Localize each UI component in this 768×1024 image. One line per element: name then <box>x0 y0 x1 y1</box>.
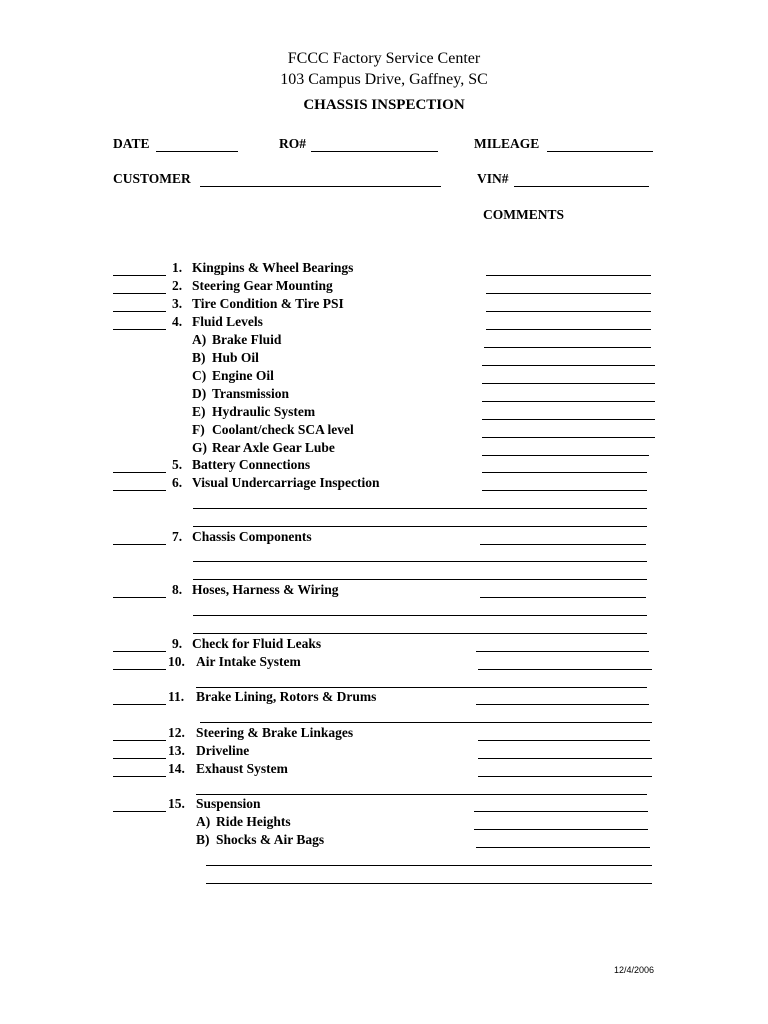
item-label: Steering & Brake Linkages <box>196 725 354 740</box>
subitem-label: Rear Axle Gear Lube <box>212 440 335 455</box>
item-label: Check for Fluid Leaks <box>192 636 322 651</box>
item-label: Chassis Components <box>192 529 312 544</box>
subitem-letter: B) <box>196 832 210 847</box>
check-blank[interactable] <box>113 597 166 598</box>
comment-line[interactable] <box>486 293 651 294</box>
item-number: 8. <box>172 582 183 597</box>
subitem-label: Hub Oil <box>212 350 259 365</box>
check-blank[interactable] <box>113 329 166 330</box>
comment-line[interactable] <box>478 776 652 777</box>
comment-line[interactable] <box>476 847 650 848</box>
comment-line[interactable] <box>474 811 648 812</box>
comment-line[interactable] <box>482 419 655 420</box>
comment-line[interactable] <box>486 329 651 330</box>
subitem-letter: B) <box>192 350 206 365</box>
item-label: Air Intake System <box>196 654 301 669</box>
item-label: Visual Undercarriage Inspection <box>192 475 380 490</box>
check-blank[interactable] <box>113 776 166 777</box>
item-number: 4. <box>172 314 183 329</box>
customer-field[interactable] <box>200 186 441 187</box>
item-label: Steering Gear Mounting <box>192 278 333 293</box>
comment-line[interactable] <box>484 347 651 348</box>
subitem-letter: E) <box>192 404 206 419</box>
subitem-letter: A) <box>196 814 211 829</box>
comment-line[interactable] <box>478 758 652 759</box>
comment-line[interactable] <box>193 508 647 509</box>
comment-line[interactable] <box>486 275 651 276</box>
subitem-label: Hydraulic System <box>212 404 316 419</box>
item-number: 3. <box>172 296 183 311</box>
check-blank[interactable] <box>113 811 166 812</box>
item-number: 13. <box>168 743 185 758</box>
subitem-letter: A) <box>192 332 207 347</box>
customer-label: CUSTOMER <box>113 171 191 186</box>
comments-label: COMMENTS <box>483 207 564 222</box>
check-blank[interactable] <box>113 490 166 491</box>
comment-line[interactable] <box>206 865 652 866</box>
subitem-label: Shocks & Air Bags <box>216 832 325 847</box>
subitem-letter: G) <box>192 440 207 455</box>
comment-line[interactable] <box>478 669 652 670</box>
item-number: 6. <box>172 475 183 490</box>
ro-field[interactable] <box>311 151 438 152</box>
comment-line[interactable] <box>193 526 647 527</box>
comment-line[interactable] <box>193 615 647 616</box>
comment-line[interactable] <box>206 883 652 884</box>
item-label: Exhaust System <box>196 761 288 776</box>
vin-label: VIN# <box>477 171 509 186</box>
comment-line[interactable] <box>196 794 647 795</box>
date-field[interactable] <box>156 151 238 152</box>
subitem-label: Coolant/check SCA level <box>212 422 354 437</box>
comment-line[interactable] <box>196 687 647 688</box>
item-label: Suspension <box>196 796 261 811</box>
item-number: 5. <box>172 457 183 472</box>
comment-line[interactable] <box>480 597 646 598</box>
item-label: Hoses, Harness & Wiring <box>192 582 339 597</box>
comment-line[interactable] <box>482 365 655 366</box>
comment-line[interactable] <box>482 401 655 402</box>
comment-line[interactable] <box>200 722 652 723</box>
comment-line[interactable] <box>478 740 650 741</box>
comment-line[interactable] <box>486 311 651 312</box>
check-blank[interactable] <box>113 758 166 759</box>
vin-field[interactable] <box>514 186 649 187</box>
check-blank[interactable] <box>113 293 166 294</box>
item-number: 1. <box>172 260 183 275</box>
item-label: Tire Condition & Tire PSI <box>192 296 344 311</box>
item-number: 10. <box>168 654 185 669</box>
item-number: 7. <box>172 529 183 544</box>
comment-line[interactable] <box>482 472 647 473</box>
check-blank[interactable] <box>113 544 166 545</box>
item-label: Driveline <box>196 743 250 758</box>
comment-line[interactable] <box>482 383 655 384</box>
comment-line[interactable] <box>476 704 649 705</box>
subitem-label: Engine Oil <box>212 368 274 383</box>
comment-line[interactable] <box>476 651 649 652</box>
subitem-label: Transmission <box>212 386 290 401</box>
item-label: Battery Connections <box>192 457 311 472</box>
check-blank[interactable] <box>113 651 166 652</box>
item-label: Fluid Levels <box>192 314 263 329</box>
subitem-label: Ride Heights <box>216 814 291 829</box>
check-blank[interactable] <box>113 311 166 312</box>
subitem-letter: F) <box>192 422 205 437</box>
subitem-letter: C) <box>192 368 207 383</box>
check-blank[interactable] <box>113 740 166 741</box>
comment-line[interactable] <box>482 490 647 491</box>
item-number: 9. <box>172 636 183 651</box>
company-name: FCCC Factory Service Center <box>287 50 481 67</box>
check-blank[interactable] <box>113 704 166 705</box>
check-blank[interactable] <box>113 669 166 670</box>
ro-label: RO# <box>279 136 306 151</box>
item-number: 2. <box>172 278 183 293</box>
comment-line[interactable] <box>482 455 649 456</box>
comment-line[interactable] <box>193 633 647 634</box>
item-number: 14. <box>168 761 185 776</box>
comment-line[interactable] <box>193 579 647 580</box>
form-title: CHASSIS INSPECTION <box>303 97 465 113</box>
subitem-letter: D) <box>192 386 207 401</box>
comment-line[interactable] <box>482 437 655 438</box>
item-label: Brake Lining, Rotors & Drums <box>196 689 377 704</box>
company-address: 103 Campus Drive, Gaffney, SC <box>280 71 488 88</box>
comment-line[interactable] <box>474 829 648 830</box>
subitem-label: Brake Fluid <box>212 332 282 347</box>
comment-line[interactable] <box>480 544 646 545</box>
item-number: 11. <box>168 689 185 704</box>
item-number: 15. <box>168 796 185 811</box>
date-label: DATE <box>113 136 150 151</box>
comment-line[interactable] <box>193 561 647 562</box>
item-label: Kingpins & Wheel Bearings <box>192 260 354 275</box>
footer-date: 12/4/2006 <box>614 965 655 975</box>
check-blank[interactable] <box>113 472 166 473</box>
check-blank[interactable] <box>113 275 166 276</box>
mileage-field[interactable] <box>547 151 653 152</box>
item-number: 12. <box>168 725 185 740</box>
mileage-label: MILEAGE <box>474 136 540 151</box>
